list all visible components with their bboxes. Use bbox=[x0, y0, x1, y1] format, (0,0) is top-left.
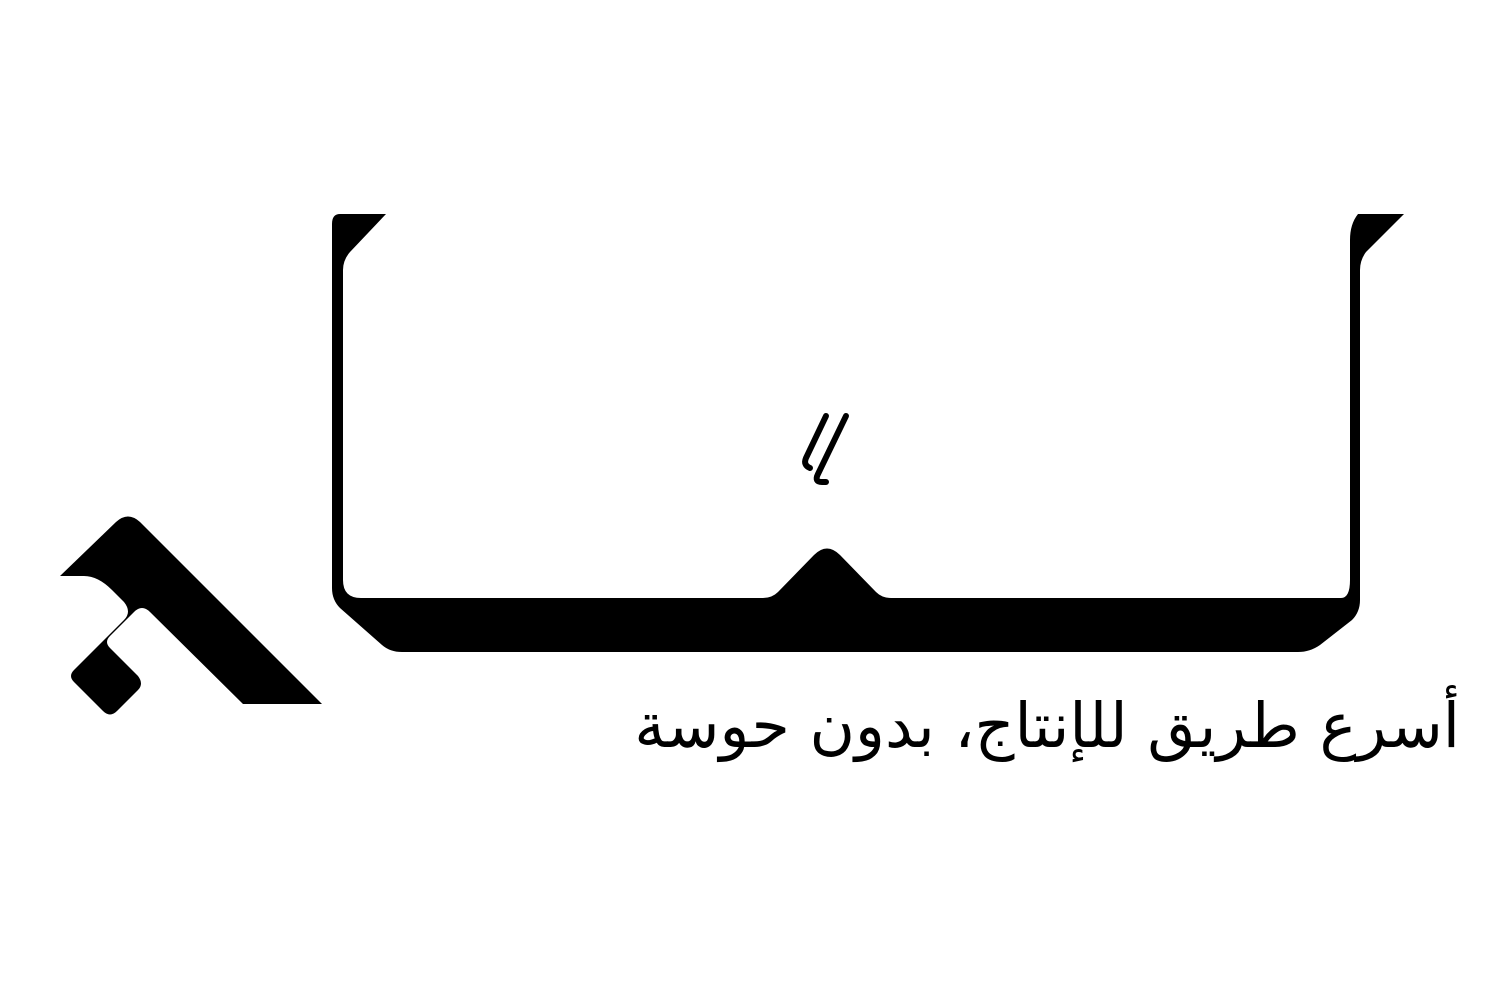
tagline-text: أسرع طريق للإنتاج، بدون حوسة bbox=[634, 689, 1460, 762]
logo-frame-shape bbox=[332, 214, 1404, 652]
logo-lam-alef-mark bbox=[805, 416, 846, 482]
logo-left-letterform bbox=[60, 517, 322, 715]
